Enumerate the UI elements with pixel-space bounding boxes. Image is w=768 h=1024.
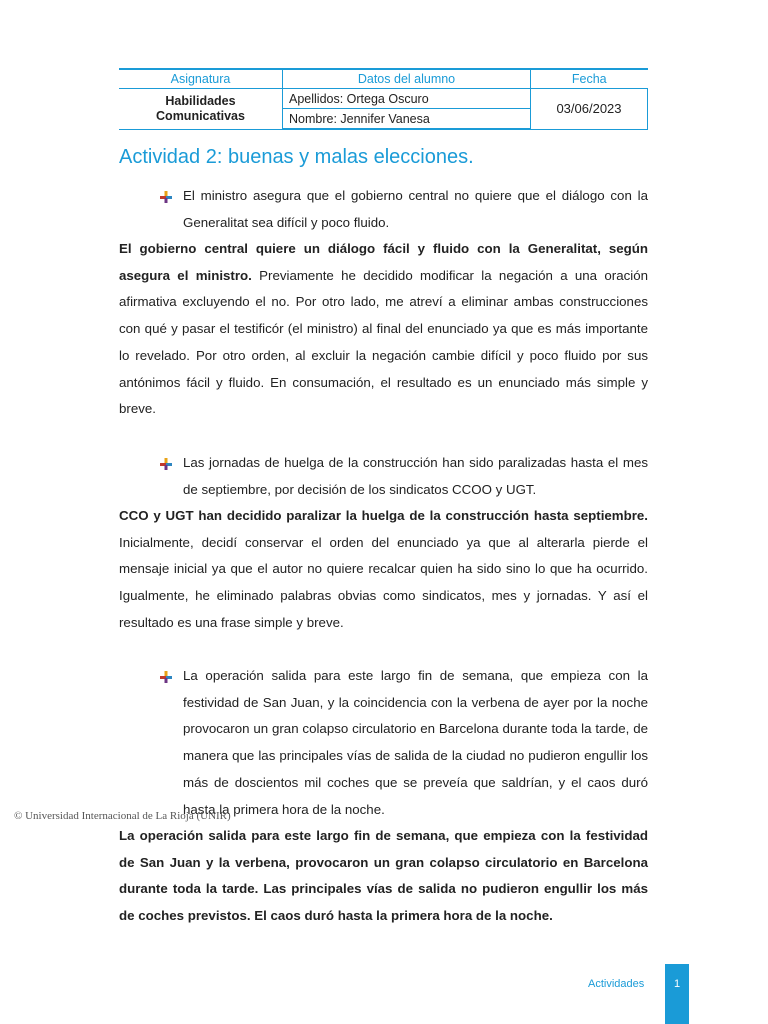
subject-cell [119,89,283,130]
activity-title: Actividad 2: buenas y malas elecciones. [119,146,474,168]
item3-bullet-text: La operación salida para este largo fin de semana, que empieza con la festividad de San Juan, y la coincidencia con la verbena de ayer por la noche provocaron un gran colapso circulatorio en Barcelona durante toda la tarde, de manera que las principales vías de salida de la ciudad no pudieron engullir los más de doscientos mil coches que se preveía que saldrían, y el caos duró hasta la primera hora de la noche. [183,668,648,817]
bullet-icon [160,458,172,470]
footer-section-label: Actividades [588,978,645,990]
subject-line-1: Habilidades [165,93,236,108]
item2-answer-bold: CCO y UGT han decidido paralizar la huelga de la construcción hasta septiembre. [119,508,648,523]
item1-answer-bold: El gobierno central quiere un diálogo fácil y fluido con la Generalitat, según asegura el ministro. [119,241,648,283]
date-cell: 03/06/2023 [531,89,648,130]
item2-explanation: Inicialmente, decidí conservar el orden del enunciado ya que al alterarla pierde el mensaje inicial ya que el autor no quiere recalcar quien ha sido sino lo que ha ocurrido. Igualmente, he eliminado palabras obvias como sindicatos, mes y jornadas. Y así el resultado es una frase simple y breve. [119,534,648,630]
header-date-col: Fecha [531,69,648,89]
page-number: 1 [673,978,681,990]
subject-line-2: Comunicativas [156,108,245,123]
bullet-icon [160,191,172,203]
header-student-col: Datos del alumno [283,69,531,89]
item1-bullet-text: El ministro asegura que el gobierno central no quiere que el diálogo con la Generalitat sea difícil y poco fluido. [183,188,648,230]
item1-answer [119,236,648,423]
surname-cell: Apellidos: Ortega Oscuro [283,89,531,109]
copyright-watermark: © Universidad Internacional de La Rioja (UNIR) [14,810,231,822]
item3-answer [119,823,648,930]
header-subject-col: Asignatura [119,69,283,89]
page-number-badge [665,964,689,1024]
item1-explanation: Previamente he decidido modificar la negación a una oración afirmativa excluyendo el no. Por otro lado, me atreví a eliminar ambas construcciones con qué y pasar el testificór (el ministro) al final del enunciado ya que es más importante lo revelado. Por otro orden, al excluir la negación cambie difícil y poco fluido por sus antónimos fácil y fluido. En consumación, el resultado es un enunciado más simple y breve. [119,267,648,417]
item2-answer [119,503,648,637]
bullet-icon [160,671,172,683]
item2-bullet-text: Las jornadas de huelga de la construcción han sido paralizadas hasta el mes de septiembre, por decisión de los sindicatos CCOO y UGT. [183,455,648,497]
header-table [119,68,648,130]
name-cell: Nombre: Jennifer Vanesa [283,109,531,130]
item3-answer-bold: La operación salida para este largo fin de semana, que empieza con la festividad de San Juan y la verbena, provocaron un gran colapso circulatorio en Barcelona durante toda la tarde. Las principales vías de salida no pudieron engullir los más de coches previstos. El caos duró hasta la primera hora de la noche. [119,828,648,924]
